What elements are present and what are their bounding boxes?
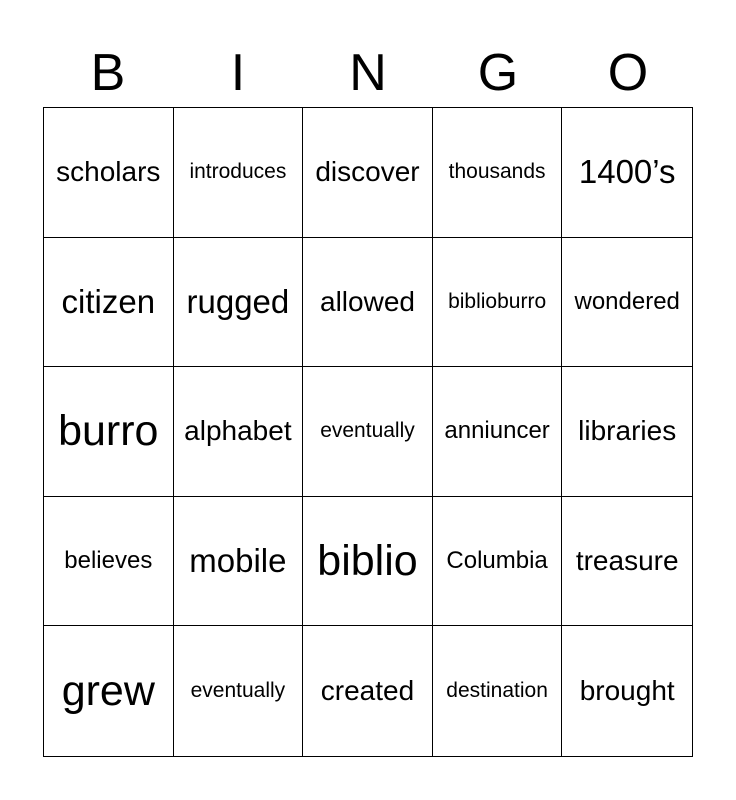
bingo-cell: mobile <box>174 497 304 627</box>
bingo-cell: citizen <box>44 238 174 368</box>
bingo-cell: created <box>303 626 433 756</box>
header-letter-b: B <box>90 44 126 102</box>
bingo-cell: eventually <box>303 367 433 497</box>
bingo-cell: believes <box>44 497 174 627</box>
bingo-cell: biblio <box>303 497 433 627</box>
bingo-board <box>43 107 693 757</box>
bingo-cell: grew <box>44 626 174 756</box>
header-letter-n: N <box>349 44 387 102</box>
bingo-cell: burro <box>44 367 174 497</box>
bingo-cell: discover <box>303 108 433 238</box>
bingo-cell: introduces <box>174 108 304 238</box>
bingo-cell: anniuncer <box>433 367 563 497</box>
bingo-cell: rugged <box>174 238 304 368</box>
bingo-cell: thousands <box>433 108 563 238</box>
bingo-cell: scholars <box>44 108 174 238</box>
bingo-cell: Columbia <box>433 497 563 627</box>
bingo-cell: biblioburro <box>433 238 563 368</box>
bingo-cell: allowed <box>303 238 433 368</box>
bingo-header <box>43 40 693 106</box>
header-letter-g: G <box>477 44 519 102</box>
header-letter-i: I <box>230 44 246 102</box>
bingo-cell: treasure <box>562 497 692 627</box>
bingo-cell: eventually <box>174 626 304 756</box>
bingo-cell: alphabet <box>174 367 304 497</box>
header-letter-o: O <box>607 44 649 102</box>
bingo-cell: wondered <box>562 238 692 368</box>
bingo-cell: libraries <box>562 367 692 497</box>
bingo-cell: brought <box>579 675 675 707</box>
bingo-cell: 1400’s <box>562 108 692 238</box>
bingo-cell: destination <box>433 626 563 756</box>
